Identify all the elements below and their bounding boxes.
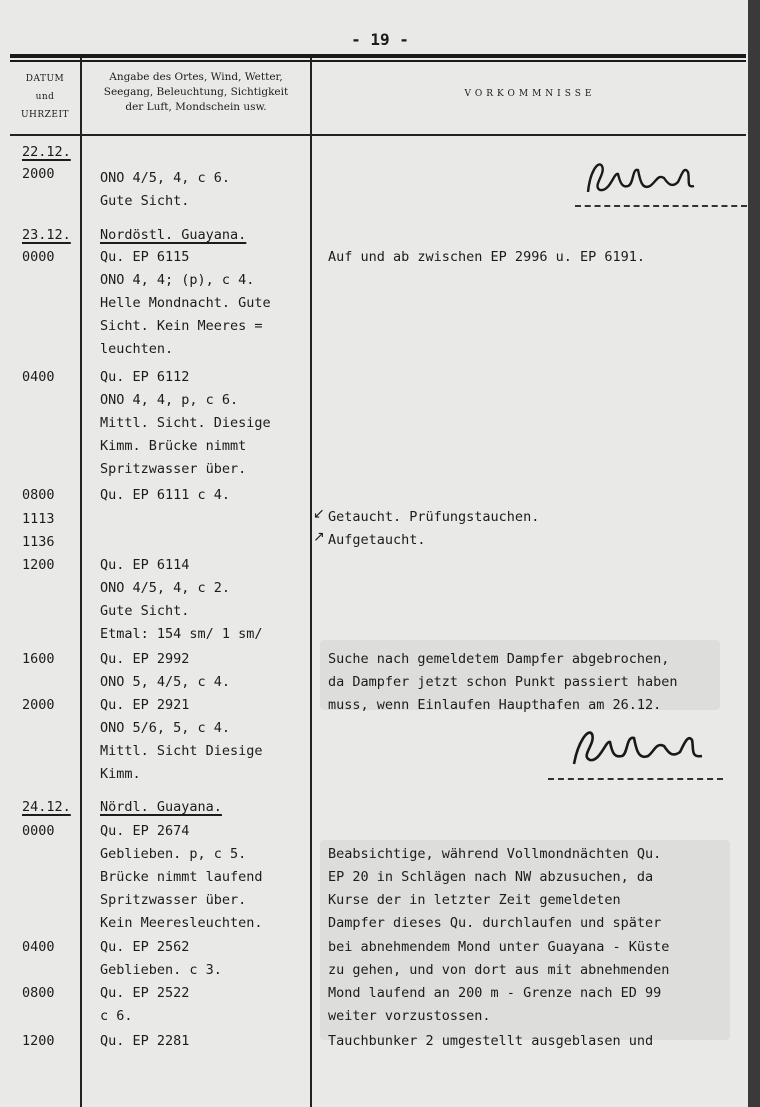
place-cell: Geblieben. p, c 5.: [100, 846, 247, 862]
place-cell: Kimm.: [100, 766, 141, 782]
place-cell: Qu. EP 6112: [100, 369, 190, 385]
header-datum: [12, 70, 78, 124]
column-divider-1: [80, 58, 82, 1107]
top-rule-thin: [10, 60, 746, 62]
time-cell: 0400: [22, 369, 55, 385]
place-cell: Geblieben. c 3.: [100, 962, 222, 978]
time-cell: 0000: [22, 823, 55, 839]
place-cell: Qu. EP 2921: [100, 697, 190, 713]
place-cell: ONO 4, 4; (p), c 4.: [100, 272, 255, 288]
place-cell: Sicht. Kein Meeres =: [100, 318, 263, 334]
place-cell: Qu. EP 6114: [100, 557, 190, 573]
place-cell: Mittl. Sicht. Diesige: [100, 415, 271, 431]
top-rule: [10, 54, 746, 58]
time-cell: 2000: [22, 166, 55, 182]
place-cell: Qu. EP 6115: [100, 249, 190, 265]
place-cell: Spritzwasser über.: [100, 892, 247, 908]
place-cell: leuchten.: [100, 341, 174, 357]
time-cell: 1600: [22, 651, 55, 667]
event-cell: Tauchbunker 2 umgestellt ausgeblasen und: [328, 1033, 654, 1049]
place-cell: Qu. EP 6111 c 4.: [100, 487, 231, 503]
place-cell: ONO 4/5, 4, c 2.: [100, 580, 231, 596]
place-cell: Brücke nimmt laufend: [100, 869, 263, 885]
event-cell: muss, wenn Einlaufen Haupthafen am 26.12.: [328, 697, 662, 713]
header-angabe-line: Angabe des Ortes, Wind, Wetter,: [109, 71, 283, 83]
place-cell: Qu. EP 2674: [100, 823, 190, 839]
time-cell: 0800: [22, 985, 55, 1001]
event-cell: Suche nach gemeldetem Dampfer abgebrochen,: [328, 651, 670, 667]
time-cell: 1200: [22, 557, 55, 573]
place-cell: Gute Sicht.: [100, 603, 190, 619]
time-cell: 1200: [22, 1033, 55, 1049]
place-cell: Spritzwasser über.: [100, 461, 247, 477]
place-cell: Helle Mondnacht. Gute: [100, 295, 271, 311]
time-cell: 0800: [22, 487, 55, 503]
page-number: - 19 -: [351, 30, 409, 49]
event-cell: da Dampfer jetzt schon Punkt passiert haben: [328, 674, 678, 690]
header-rule: [10, 134, 746, 136]
event-cell: Mond laufend an 200 m - Grenze nach ED 99: [328, 985, 662, 1001]
header-datum-line: UHRZEIT: [20, 110, 70, 120]
place-cell: Etmal: 154 sm/ 1 sm/: [100, 626, 263, 642]
event-cell: Getaucht. Prüfungstauchen.: [328, 509, 540, 525]
time-cell: 1113: [22, 511, 55, 527]
place-cell: Nordöstl. Guayana.: [100, 227, 247, 243]
event-cell: zu gehen, und von dort aus mit abnehmenden: [328, 962, 670, 978]
place-cell: ONO 5/6, 5, c 4.: [100, 720, 231, 736]
place-cell: Mittl. Sicht Diesige: [100, 743, 263, 759]
header-angabe-line: der Luft, Mondschein usw.: [125, 101, 267, 113]
signature-line: [548, 778, 723, 780]
event-cell: bei abnehmendem Mond unter Guayana - Küste: [328, 939, 670, 955]
check-arrow-icon: ↗: [313, 529, 325, 545]
header-vorkommnisse: VORKOMMNISSE: [464, 89, 596, 99]
event-cell: Aufgetaucht.: [328, 532, 426, 548]
place-cell: Gute Sicht.: [100, 193, 190, 209]
event-cell: weiter vorzustossen.: [328, 1008, 491, 1024]
event-cell: Kurse der in letzter Zeit gemeldeten: [328, 892, 621, 908]
place-cell: Qu. EP 2562: [100, 939, 190, 955]
place-cell: ONO 5, 4/5, c 4.: [100, 674, 231, 690]
date-cell: 23.12.: [22, 227, 71, 243]
header-datum-line: und: [35, 92, 55, 102]
column-divider-2: [310, 58, 312, 1107]
header-angabe-line: Seegang, Beleuchtung, Sichtigkeit: [103, 86, 289, 98]
time-cell: 1136: [22, 534, 55, 550]
date-cell: 22.12.: [22, 144, 71, 160]
place-cell: c 6.: [100, 1008, 133, 1024]
date-cell: 24.12.: [22, 799, 71, 815]
place-cell: ONO 4, 4, p, c 6.: [100, 392, 239, 408]
place-cell: Qu. EP 2992: [100, 651, 190, 667]
place-cell: Nördl. Guayana.: [100, 799, 222, 815]
event-cell: EP 20 in Schlägen nach NW abzusuchen, da: [328, 869, 654, 885]
signature-2: [568, 718, 708, 776]
event-cell: Dampfer dieses Qu. durchlaufen und später: [328, 915, 662, 931]
place-cell: Kein Meeresleuchten.: [100, 915, 263, 931]
place-cell: Qu. EP 2522: [100, 985, 190, 1001]
place-cell: Kimm. Brücke nimmt: [100, 438, 247, 454]
scan-edge: [748, 0, 760, 1107]
place-cell: Qu. EP 2281: [100, 1033, 190, 1049]
time-cell: 0400: [22, 939, 55, 955]
event-cell: Beabsichtige, während Vollmondnächten Qu.: [328, 846, 662, 862]
event-cell: Auf und ab zwischen EP 2996 u. EP 6191.: [328, 249, 645, 265]
time-cell: 2000: [22, 697, 55, 713]
check-arrow-icon: ↙: [313, 506, 325, 522]
header-angabe: [84, 70, 308, 115]
signature-1: [580, 152, 700, 204]
signature-line: [575, 205, 747, 207]
time-cell: 0000: [22, 249, 55, 265]
header-datum-line: DATUM: [25, 74, 65, 84]
place-cell: ONO 4/5, 4, c 6.: [100, 170, 231, 186]
